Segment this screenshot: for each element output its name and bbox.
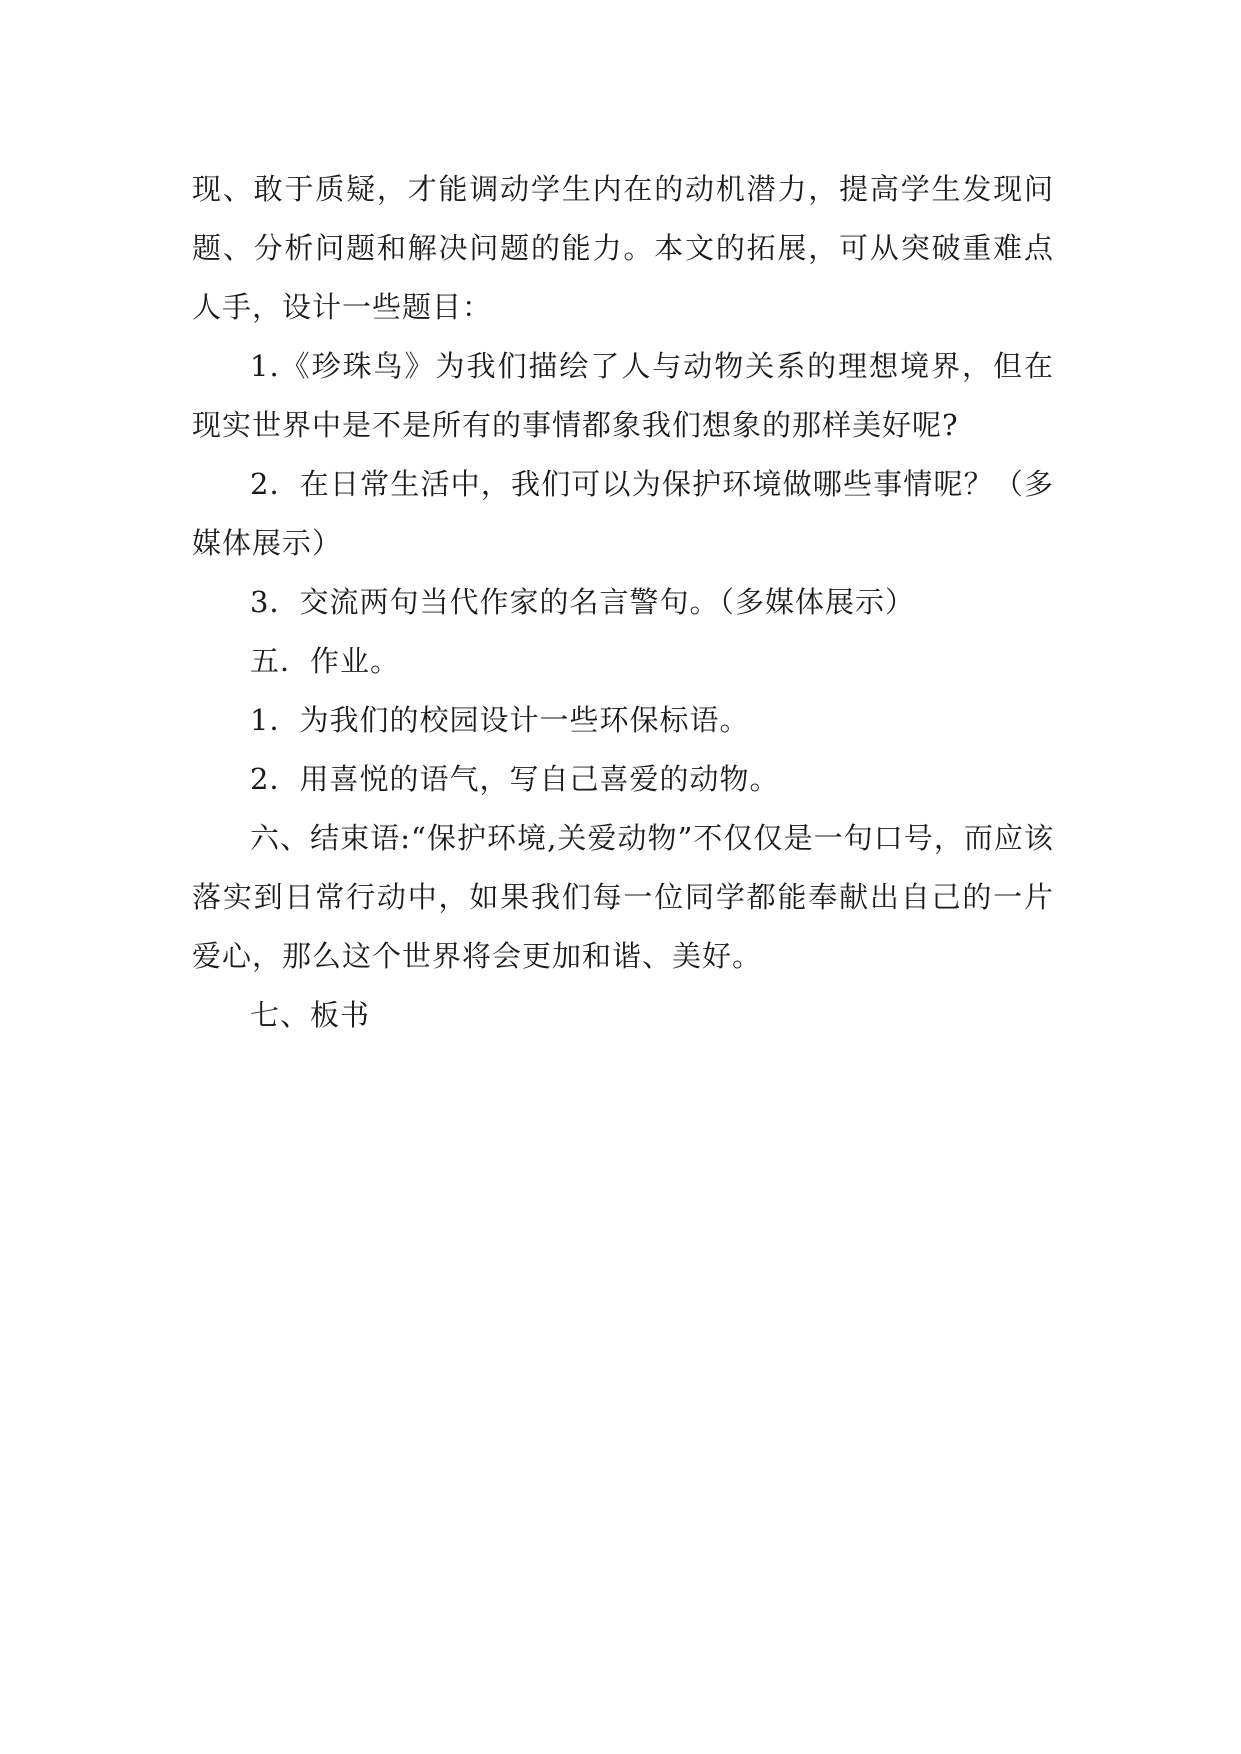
section-blackboard-heading: 七、板书 — [250, 998, 371, 1032]
homework-item-1: 1．为我们的校园设计一些环保标语。 — [250, 703, 750, 737]
question-3: 3．交流两句当代作家的名言警句。（多媒体展示） — [250, 585, 915, 619]
section-homework-heading: 五．作业。 — [250, 644, 401, 678]
section-closing-remarks: 六、结束语:“保护环境,关爱动物”不仅仅是一句口号，而应该落实到日常行动中，如果我们每一位同学都能奉献出自己的一片爱心，那么这个世界将会更加和谐、美好。 — [192, 821, 1054, 973]
question-1: 1.《珍珠鸟》为我们描绘了人与动物关系的理想境界，但在现实世界中是不是所有的事情都象我们想象的那样美好呢? — [192, 349, 1054, 442]
homework-item-2: 2．用喜悦的语气，写自己喜爱的动物。 — [250, 762, 780, 796]
document-body — [192, 160, 1054, 1045]
paragraph-continuation: 现、敢于质疑，才能调动学生内在的动机潜力，提高学生发现问题、分析问题和解决问题的能力。本文的拓展，可从突破重难点人手，设计一些题目： — [192, 172, 1054, 324]
question-2: 2．在日常生活中，我们可以为保护环境做哪些事情呢？（多媒体展示） — [192, 467, 1054, 560]
